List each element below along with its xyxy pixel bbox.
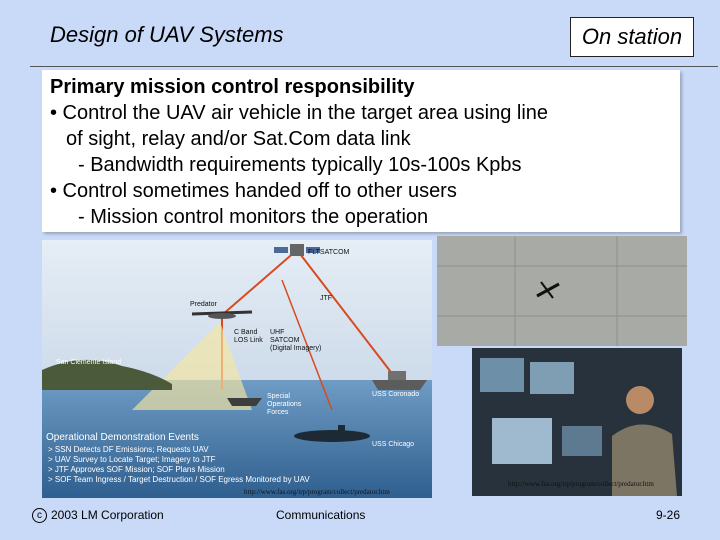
source-url-left: http://www.fas.org/irp/program/collect/predator.htm — [244, 488, 390, 496]
header-divider — [30, 66, 718, 67]
events-title: Operational Demonstration Events — [46, 432, 199, 443]
label-island: San Clemente Island — [56, 359, 121, 366]
bullet-line-5: - Mission control monitors the operation — [78, 206, 429, 228]
event-4: > SOF Team Ingress / Target Destruction / SOF Egress Monitored by UAV — [48, 475, 310, 484]
bullet-line-4: • Control sometimes handed off to other users — [50, 180, 457, 202]
page-number: 9-26 — [656, 508, 681, 522]
label-imagery: (Digital Imagery) — [270, 345, 322, 352]
label-sof-2: Operations — [267, 401, 302, 408]
event-1: > SSN Detects DF Emissions; Requests UAV — [48, 445, 209, 454]
event-2: > UAV Survey to Locate Target; Imagery to JTF — [48, 455, 216, 464]
label-sof-1: Special — [267, 393, 290, 400]
label-satellite: FLTSATCOM — [308, 249, 350, 256]
footer-copyright — [32, 508, 164, 523]
monitor-3 — [492, 418, 552, 464]
source-url-right: http://www.fas.org/irp/program/collect/predator.htm — [508, 480, 654, 488]
label-los: LOS Link — [234, 337, 263, 344]
copyright-text: 2003 LM Corporation — [51, 508, 164, 522]
small-boat-icon — [227, 398, 262, 406]
label-uhf: UHF — [270, 329, 285, 336]
bullet-line-2: of sight, relay and/or Sat.Com data link — [66, 128, 411, 150]
event-3: > JTF Approves SOF Mission; SOF Plans Mission — [48, 465, 225, 474]
operations-diagram — [42, 240, 432, 498]
content-box — [42, 70, 680, 232]
bullet-line-1: • Control the UAV air vehicle in the target area using line — [50, 102, 549, 124]
label-uss-coronado: USS Coronado — [372, 391, 420, 398]
operator-photo-art — [472, 348, 682, 496]
monitor-2 — [530, 362, 574, 394]
monitor-4 — [562, 426, 602, 456]
label-jtf: JTF — [320, 295, 333, 302]
label-predator: Predator — [190, 301, 217, 308]
label-cband: C Band — [234, 329, 258, 336]
monitor-1 — [480, 358, 524, 392]
station-label: On station — [570, 17, 694, 57]
operations-diagram-art — [42, 240, 432, 498]
content-heading: Primary mission control responsibility — [50, 76, 415, 98]
label-uss-chicago: USS Chicago — [372, 441, 415, 448]
label-satcom: SATCOM — [270, 337, 300, 344]
targeting-image-art — [437, 236, 687, 346]
bullet-line-3: - Bandwidth requirements typically 10s-100s Kpbs — [78, 154, 522, 176]
label-sof-3: Forces — [267, 409, 289, 416]
slide-title: Design of UAV Systems — [50, 22, 284, 47]
copyright-icon: c — [32, 508, 47, 523]
targeting-image — [437, 236, 687, 346]
operator-photo — [472, 348, 682, 496]
footer-section: Communications — [276, 508, 366, 522]
